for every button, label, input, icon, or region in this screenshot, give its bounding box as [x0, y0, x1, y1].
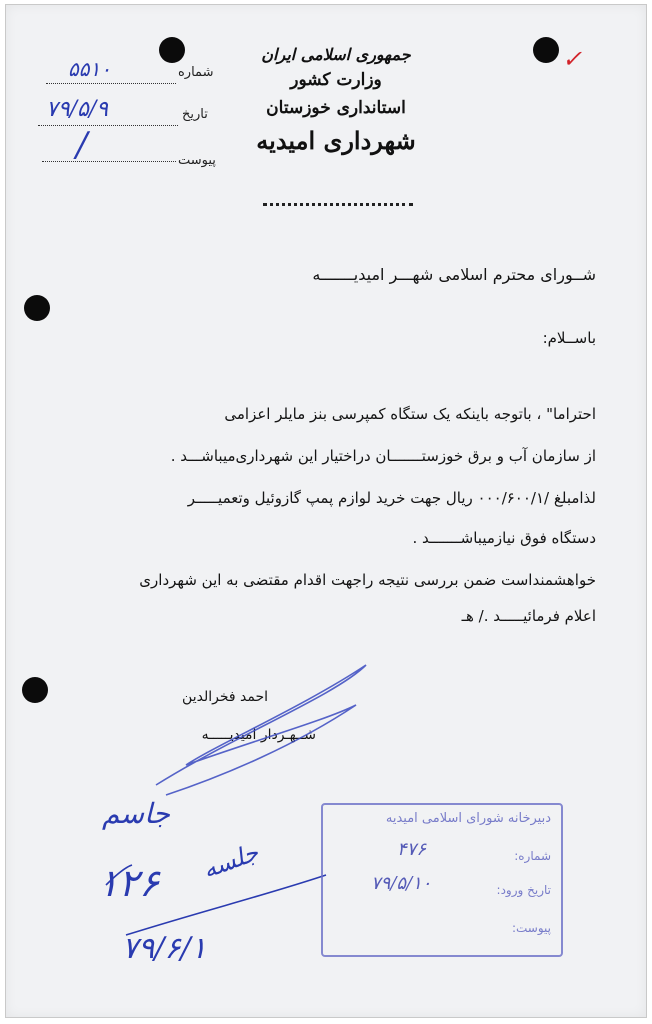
date-label: تاریخ [182, 107, 208, 122]
signer-name: احمد فخرالدین [182, 689, 268, 705]
red-check-mark: ✓ [562, 45, 583, 73]
registry-stamp [321, 803, 563, 957]
number-line [46, 83, 176, 84]
body-line-1: احتراما" ، باتوجه باینکه یک ستگاه کمپرسی بنز مایلر اعزامی [224, 405, 596, 423]
handwritten-note-word: جلسه [198, 838, 263, 884]
body-line-6: اعلام فرمائیـــــد ./ هـ [461, 607, 596, 625]
letterhead-municipality: شهرداری امیدیه [256, 126, 416, 155]
body-line-2: از سازمان آب و برق خوزستـــــــان دراختیار این شهرداری‌میباشـــد . [170, 447, 596, 465]
letterhead-divider [263, 203, 413, 206]
letterhead-ministry: وزارت کشور [290, 70, 382, 90]
letter-page [5, 4, 647, 1018]
greeting: باســلام: [542, 329, 596, 347]
stamp-number-value: ۴۷۶ [397, 839, 427, 860]
body-line-3: لذامبلغ /۰۰۰/۶۰۰/۱ ریال جهت خرید لوازم پمپ گازوئیل وتعمیـــــر [187, 489, 596, 507]
attachment-value: / [76, 125, 88, 165]
punch-hole-left-upper [24, 295, 50, 321]
punch-hole-top-right [533, 37, 559, 63]
number-value: ۵۵۱۰ [68, 57, 111, 81]
handwritten-note-number: ۱۲۶ [98, 861, 160, 905]
stamp-number-label: شماره: [514, 849, 551, 863]
stamp-date-label: تاریخ ورود: [496, 883, 551, 897]
body-line-4: دستگاه فوق نیازمیباشـــــــد . [412, 529, 596, 547]
letterhead-province: استانداری خوزستان [266, 98, 406, 118]
letterhead-republic: جمهوری اسلامی ایران [261, 45, 411, 64]
attachment-line [42, 161, 176, 162]
attachment-label: پیوست [178, 153, 216, 168]
punch-hole-left-lower [22, 677, 48, 703]
stamp-date-value: ۷۹/۵/۱۰ [371, 873, 432, 894]
stamp-attach-label: پیوست: [511, 921, 551, 935]
body-line-5: خواهشمنداست ضمن بررسی نتیجه راجهت اقدام مقتضی به این شهرداری [139, 571, 596, 589]
signer-title: شــهـردار امیدیـــــه [201, 727, 316, 743]
letterhead [226, 45, 446, 155]
punch-hole-top-left [159, 37, 185, 63]
date-value: ۷۹/۵/۹ [46, 97, 109, 122]
number-label: شماره [178, 65, 214, 80]
addressee: شــورای محترم اسلامی شهـــر امیدیـــــــه [312, 265, 596, 284]
stamp-title: دبیرخانه شورای اسلامی امیدیه [385, 811, 551, 826]
date-line [38, 125, 178, 126]
handwritten-note-date: ۷۹/۶/۱ [122, 931, 207, 966]
handwritten-note-name: جاسم [102, 797, 170, 830]
